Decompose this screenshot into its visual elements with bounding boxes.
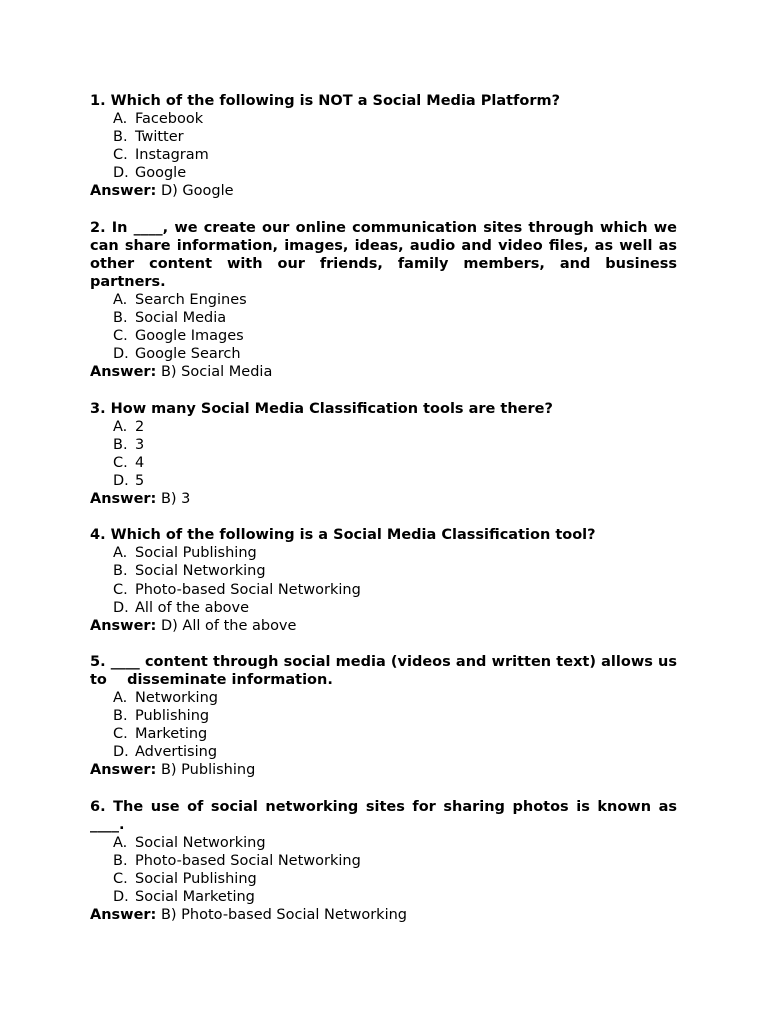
option-letter: B. [113, 129, 128, 146]
option-text: Facebook [135, 111, 204, 128]
option-letter: A. [113, 690, 128, 707]
question-6 [90, 798, 677, 925]
option-c [113, 146, 677, 164]
option-letter: A. [113, 292, 128, 309]
question-text: 6. The use of social networking sites for sharing photos is known as ____. [90, 798, 677, 833]
options-list [90, 834, 677, 906]
option-text: 5 [135, 472, 145, 489]
option-text: Publishing [135, 708, 210, 725]
option-text: Networking [135, 690, 218, 707]
answer-text: D) All of the above [156, 617, 297, 634]
question-2 [90, 219, 703, 382]
option-letter: D. [113, 599, 129, 616]
option-letter: C. [113, 581, 128, 598]
option-text: Social Networking [135, 834, 266, 851]
option-c [113, 581, 677, 599]
options-list [90, 418, 677, 490]
option-a [113, 418, 677, 436]
option-text: Social Marketing [135, 889, 255, 906]
option-text: Photo-based Social Networking [135, 581, 361, 598]
option-letter: C. [113, 147, 128, 164]
option-letter: A. [113, 111, 128, 128]
option-text: Search Engines [135, 292, 247, 309]
option-d [113, 888, 677, 906]
question-4 [90, 526, 677, 635]
options-list [90, 544, 677, 616]
answer-text: B) Publishing [156, 762, 256, 779]
option-c [113, 725, 677, 743]
options-list [90, 291, 677, 363]
option-d [113, 599, 677, 617]
option-text: Photo-based Social Networking [135, 852, 361, 869]
option-a [113, 834, 677, 852]
option-b [113, 707, 677, 725]
question-text: 5. ____ content through social media (videos and written text) allows us to disseminate information. [90, 653, 683, 688]
option-c [113, 327, 677, 345]
option-text: All of the above [135, 599, 250, 616]
answer-label: Answer: [90, 617, 157, 634]
option-letter: B. [113, 852, 128, 869]
option-d [113, 345, 677, 363]
option-letter: D. [113, 472, 129, 489]
answer-label: Answer: [90, 491, 157, 508]
option-letter: B. [113, 708, 128, 725]
answer-label: Answer: [90, 364, 157, 381]
option-text: Twitter [135, 129, 184, 146]
option-letter: B. [113, 310, 128, 327]
option-text: Google Search [135, 346, 241, 363]
option-text: Social Publishing [135, 871, 257, 888]
answer-line [90, 182, 677, 200]
question-3 [90, 400, 677, 509]
option-text: Instagram [135, 147, 209, 164]
option-text: Marketing [135, 726, 208, 743]
option-d [113, 743, 677, 761]
option-text: Social Networking [135, 563, 266, 580]
answer-line [90, 490, 677, 508]
option-d [113, 164, 677, 182]
option-b [113, 852, 677, 870]
question-1 [90, 92, 677, 201]
option-text: Social Media [135, 310, 227, 327]
option-letter: C. [113, 871, 128, 888]
answer-line [90, 363, 677, 381]
option-a [113, 291, 677, 309]
option-text: Social Publishing [135, 545, 257, 562]
option-c [113, 454, 677, 472]
option-text: Google [135, 165, 187, 182]
option-text: Google Images [135, 328, 244, 345]
option-b [113, 128, 677, 146]
option-text: 2 [135, 418, 145, 435]
option-b [113, 436, 677, 454]
question-text: 1. Which of the following is NOT a Social Media Platform? [90, 93, 560, 109]
answer-label: Answer: [90, 907, 157, 924]
option-d [113, 472, 677, 490]
option-letter: D. [113, 346, 129, 363]
answer-line [90, 761, 677, 779]
option-b [113, 309, 677, 327]
option-letter: D. [113, 889, 129, 906]
option-letter: B. [113, 436, 128, 453]
answer-line [90, 906, 677, 924]
option-letter: B. [113, 563, 128, 580]
quiz-content [90, 92, 703, 942]
option-text: Advertising [135, 744, 218, 761]
option-a [113, 544, 677, 562]
option-letter: C. [113, 726, 128, 743]
options-list [90, 689, 677, 761]
question-text: 4. Which of the following is a Social Media Classification tool? [90, 527, 596, 544]
options-list [90, 110, 677, 182]
answer-line [90, 617, 677, 635]
answer-text: B) 3 [156, 491, 191, 508]
option-b [113, 562, 677, 580]
question-text: 3. How many Social Media Classification tools are there? [90, 400, 553, 417]
option-a [113, 110, 677, 128]
option-a [113, 689, 677, 707]
option-text: 3 [135, 436, 145, 453]
option-letter: A. [113, 834, 128, 851]
answer-label: Answer: [90, 183, 157, 200]
answer-text: D) Google [156, 183, 234, 200]
option-letter: C. [113, 328, 128, 345]
answer-text: B) Photo-based Social Networking [156, 907, 407, 924]
option-letter: A. [113, 418, 128, 435]
option-letter: A. [113, 545, 128, 562]
option-c [113, 870, 677, 888]
answer-label: Answer: [90, 762, 157, 779]
option-text: 4 [135, 454, 145, 471]
option-letter: D. [113, 744, 129, 761]
question-text: 2. In ____, we create our online communication sites through which we can share information, images, ideas, audio and video files, as well as other content with our friends, family members, and business partners. [90, 219, 703, 290]
option-letter: C. [113, 454, 128, 471]
question-5 [90, 653, 683, 780]
answer-text: B) Social Media [156, 364, 273, 381]
option-letter: D. [113, 165, 129, 182]
